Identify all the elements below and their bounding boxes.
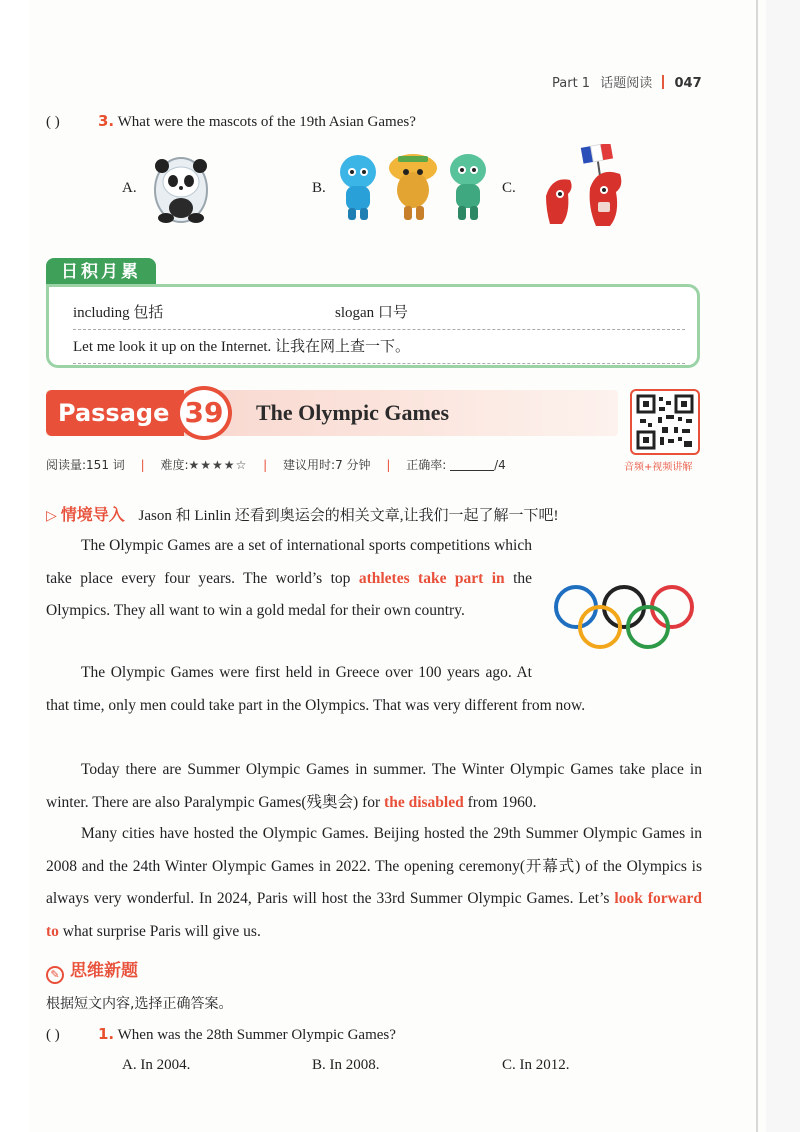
accuracy-total: /4: [494, 458, 506, 472]
word-count-label: 阅读量:: [46, 458, 87, 472]
paragraph-text: what surprise Paris will give us.: [62, 922, 261, 940]
passage-meta: [46, 456, 506, 473]
time-label: 建议用时:: [283, 458, 336, 472]
exercise-section-label: 思维新题: [70, 961, 138, 981]
key-phrase: athletes take part in: [358, 569, 505, 587]
scene-intro: [46, 502, 559, 525]
exercise-question-1: [46, 1025, 396, 1044]
passage-number: 39: [176, 386, 232, 440]
vocab-item: slogan 口号: [335, 305, 408, 321]
vocab-box: [46, 284, 700, 368]
answer-blank: ( ): [46, 114, 60, 130]
paragraph-text: The Olympic Games were first held in Greece over 100 years ago. At that time, only men could take part in the Olympics. That was very different from now.: [46, 664, 586, 714]
answer-option-c[interactable]: C. In 2012.: [502, 1057, 570, 1073]
option-c-label: C.: [502, 180, 516, 196]
exercise-instruction: 根据短文内容,选择正确答案。: [46, 996, 233, 1012]
olympic-rings-image: [552, 583, 698, 653]
page-number: 047: [674, 76, 702, 91]
meta-divider: |: [386, 458, 391, 472]
paragraph-text: The Olympic Games are a set of international sports competitions which take place every four years. The world’s top: [46, 537, 532, 587]
daily-accumulation-tag: 日积月累: [46, 258, 156, 286]
vocab-item: Let me look it up on the Internet. 让我在网上查一下。: [73, 339, 411, 355]
page-edge: [756, 0, 758, 1132]
accuracy-blank[interactable]: [450, 458, 494, 471]
page-margin: [766, 0, 800, 1132]
suggested-time: 7 分钟: [335, 458, 371, 472]
play-triangle-icon: ▷: [46, 509, 57, 524]
question-number: 1.: [98, 1025, 115, 1043]
header-divider: [662, 75, 664, 89]
passage-paragraph-3: [46, 754, 702, 819]
accuracy-label: 正确率:: [406, 458, 447, 472]
question-number: 3.: [98, 112, 115, 130]
question-3: [46, 112, 416, 131]
panda-mascot-image: [144, 150, 218, 226]
key-phrase: look forward to: [46, 890, 703, 940]
meta-divider: |: [263, 458, 268, 472]
paragraph-text: Today there are Summer Olympic Games in summer. The Winter Olympic Games take place in winter. There are also Paralympic Games(残奥会) for: [46, 761, 702, 811]
difficulty-label: 难度:: [160, 458, 189, 472]
difficulty-stars-icon: ★★★★☆: [188, 458, 248, 472]
meta-divider: |: [140, 458, 145, 472]
question-text: What were the mascots of the 19th Asian Games?: [117, 114, 416, 130]
passage-paragraph-2: [46, 657, 702, 722]
header-part: Part 1: [552, 76, 591, 91]
passage-paragraph-4: [46, 818, 702, 948]
qr-code[interactable]: [630, 389, 700, 455]
passage-paragraph-1: [46, 530, 532, 628]
scene-intro-label: 情境导入: [60, 505, 125, 524]
paris-mascots-image: [540, 144, 638, 228]
vocab-item: including 包括: [73, 305, 164, 321]
option-a-label: A.: [122, 180, 137, 196]
paragraph-text: the Olympics. They all want to win a gold medal for their own country.: [46, 569, 532, 619]
passage-title: The Olympic Games: [256, 400, 450, 425]
key-phrase: the disabled: [384, 793, 464, 811]
header-section: 话题阅读: [600, 76, 653, 91]
exercise-section-header: [46, 956, 138, 984]
lightbulb-icon: ✎: [46, 966, 64, 984]
word-count: 151 词: [86, 458, 125, 472]
answer-option-a[interactable]: A. In 2004.: [122, 1057, 191, 1073]
paragraph-text: Many cities have hosted the Olympic Games. Beijing hosted the 29th Summer Olympic Games in 2008 and the 24th Winter Olympic Games in 2022. The opening ceremony(开幕式) of the Olympics is always very wonderful. In 2024, Paris will host the 33rd Summer Olympic Games. Let’s: [46, 825, 702, 907]
answer-option-b[interactable]: B. In 2008.: [312, 1057, 380, 1073]
asian-games-mascots-image: [334, 150, 492, 224]
paragraph-text: from 1960.: [467, 793, 537, 811]
qr-code-icon: [632, 391, 698, 453]
passage-badge: Passage: [46, 390, 184, 436]
running-header: [552, 72, 702, 91]
answer-blank[interactable]: ( ): [46, 1027, 60, 1043]
scene-intro-text: Jason 和 Linlin 还看到奥运会的相关文章,让我们一起了解一下吧!: [138, 508, 559, 524]
question-text: When was the 28th Summer Olympic Games?: [117, 1027, 396, 1043]
vocab-row: [73, 297, 685, 330]
vocab-row: [73, 331, 685, 364]
option-b-label: B.: [312, 180, 326, 196]
qr-label: 音频+视频讲解: [624, 462, 693, 473]
